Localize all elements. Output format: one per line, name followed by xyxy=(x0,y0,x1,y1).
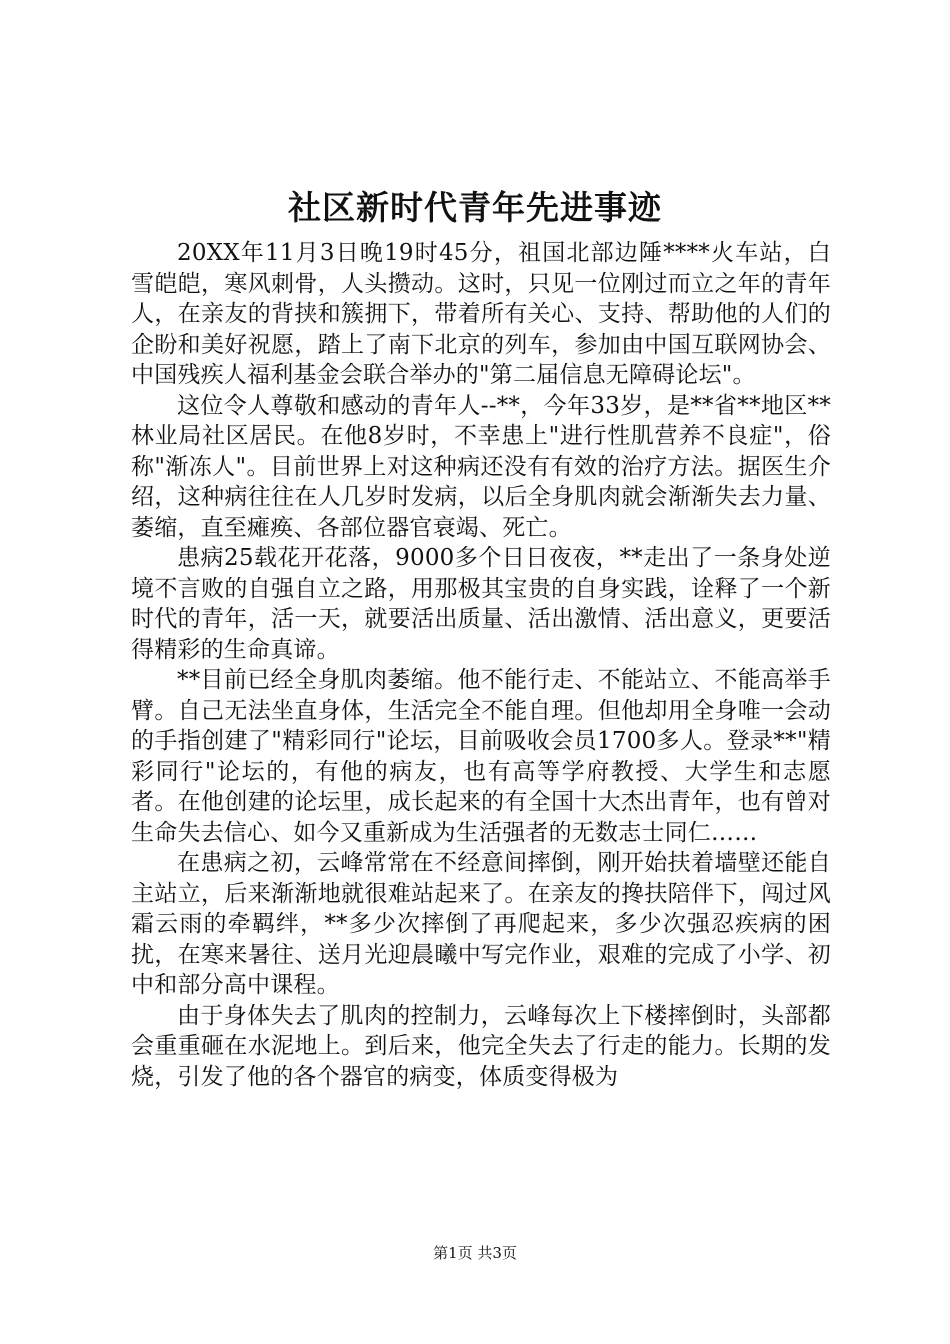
paragraph: 患病25载花开花落，9000多个日日夜夜，**走出了一条身处逆境不言败的自强自立之路，用那极其宝贵的自身实践，诠释了一个新时代的青年，活一天，就要活出质量、活出激情、活出意义，更要活得精彩的生命真谛。 xyxy=(131,545,831,663)
paragraph: 20XX年11月3日晚19时45分，祖国北部边陲****火车站，白雪皑皑，寒风刺骨，人头攒动。这时，只见一位刚过而立之年的青年人，在亲友的背挟和簇拥下，带着所有关心、支持、帮助他的人们的企盼和美好祝愿，踏上了南下北京的列车，参加由中国互联网协会、中国残疾人福利基金会联合举办的"第二届信息无障碍论坛"。 xyxy=(131,240,831,388)
paragraph: **目前已经全身肌肉萎缩。他不能行走、不能站立、不能高举手臂。自己无法坐直身体，生活完全不能自理。但他却用全身唯一会动的手指创建了"精彩同行"论坛，目前吸收会员1700多人。登录**"精彩同行"论坛的，有他的病友，也有高等学府教授、大学生和志愿者。在他创建的论坛里，成长起来的有全国十大杰出青年，也有曾对生命失去信心、如今又重新成为生活强者的无数志士同仁…… xyxy=(131,667,831,846)
paragraph: 这位令人尊敬和感动的青年人--**，今年33岁，是**省**地区**林业局社区居民。在他8岁时，不幸患上"进行性肌营养不良症"，俗称"渐冻人"。目前世界上对这种病还没有有效的治疗方法。据医生介绍，这种病往往在人几岁时发病，以后全身肌肉就会渐渐失去力量、萎缩，直至瘫痪、各部位器官衰竭、死亡。 xyxy=(131,392,831,541)
document-body xyxy=(131,238,831,1092)
paragraph: 在患病之初，云峰常常在不经意间摔倒，刚开始扶着墙壁还能自主站立，后来渐渐地就很难站起来了。在亲友的搀扶陪伴下，闯过风霜云雨的牵羁绊，**多少次摔倒了再爬起来，多少次强忍疾病的困扰，在寒来暑往、送月光迎晨曦中写完作业，艰难的完成了小学、初中和部分高中课程。 xyxy=(131,850,831,998)
paragraph: 由于身体失去了肌肉的控制力，云峰每次上下楼摔倒时，头部都会重重砸在水泥地上。到后来，他完全失去了行走的能力。长期的发烧，引发了他的各个器官的病变，体质变得极为 xyxy=(131,1002,831,1090)
page-footer: 第1页 共3页 xyxy=(433,1244,517,1262)
document-title: 社区新时代青年先进事迹 xyxy=(288,188,662,227)
